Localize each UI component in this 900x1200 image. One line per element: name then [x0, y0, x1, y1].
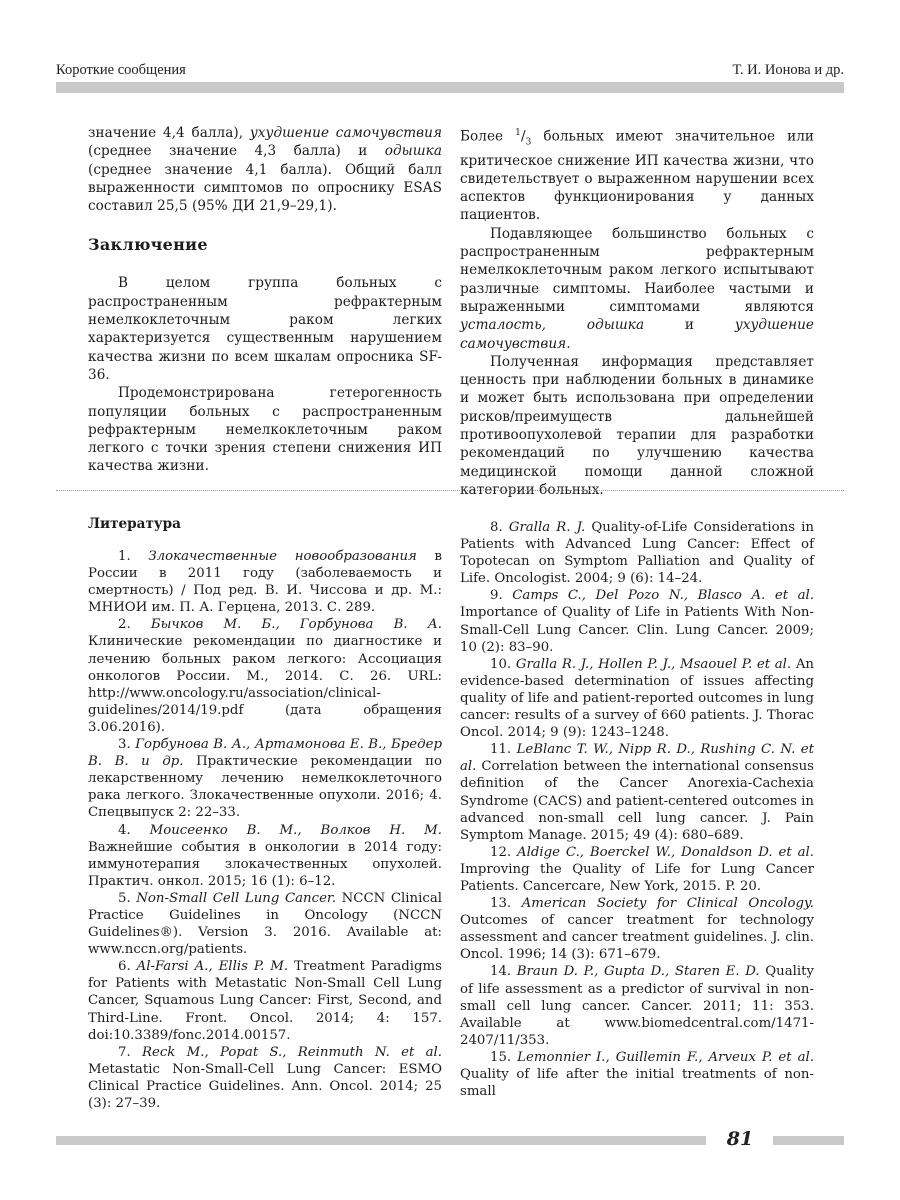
reference-details: Improving the Quality of Life for Lung Cancer Patients. Cancercare, New York, 2015. P. 20.: [460, 861, 814, 894]
references-list-right: [460, 519, 814, 1100]
reference-number: 11.: [490, 742, 517, 758]
reference-details: Correlation between the international consensus definition of the Cancer Anorexia-Cachexia Syndrome (CACS) and patient-centered outcomes in advanced non-small cell lung cancer. J. Pain Symptom Manage. 2015; 49 (4): 680–689.: [460, 759, 814, 843]
reference-authors: Gralla R. J.: [508, 520, 586, 535]
reference-item: [88, 548, 442, 616]
reference-details: Importance of Quality of Life in Patients With Non-Small-Cell Lung Cancer. Clin. Lung Cancer. 2009; 10 (2): 83–90.: [460, 605, 814, 655]
reference-number: 1.: [118, 549, 149, 564]
reference-number: 10.: [490, 656, 516, 672]
authors-short: Т. И. Ионова и др.: [732, 62, 844, 78]
reference-authors: American Society for Clinical Oncology.: [521, 896, 814, 912]
reference-authors: Злокачественные новообразования: [148, 549, 417, 564]
reference-item: [460, 656, 814, 741]
reference-authors: Non-Small Cell Lung Cancer.: [136, 890, 337, 906]
conclusion-heading: Заключение: [88, 235, 208, 255]
reference-authors: Бычков М. Б., Горбунова В. А.: [150, 617, 442, 633]
reference-number: 5.: [118, 890, 137, 906]
running-header: [56, 62, 844, 80]
reference-item: [460, 963, 814, 1048]
references-left-column: [88, 516, 442, 1112]
reference-number: 6.: [118, 959, 137, 975]
reference-details: Metastatic Non-Small-Cell Lung Cancer: ESMO Clinical Practice Guidelines. Ann. Oncol. 2014; 25 (3): 27–39.: [88, 1061, 442, 1111]
reference-authors: Aldige C., Boerckel W., Donaldson D. et al.: [517, 844, 814, 860]
upper-left-column: [88, 124, 442, 476]
reference-item: [460, 895, 814, 963]
reference-item: [460, 741, 814, 844]
reference-authors: Reck M., Popat S., Reinmuth N. et al.: [141, 1044, 443, 1060]
reference-number: 4.: [118, 822, 150, 838]
reference-item: [460, 844, 814, 895]
reference-item: [88, 736, 442, 821]
conclusion-paragraph-4: Подавляющее большинство больных с распространенным рефрактерным немелкоклеточным раком легкого испытывают различные симптомы. Наиболее частыми и выраженными симптомами являются усталость, одышка и ухудшение самочувствия.: [460, 225, 814, 352]
reference-number: 13.: [490, 896, 522, 912]
references-right-column: [460, 519, 814, 1100]
reference-details: в России в 2011 году (заболеваемость и смертность) / Под ред. В. И. Чиссова и др. М.: МНИОИ им. П. А. Герцена, 2013. С. 289.: [88, 549, 442, 616]
reference-item: [88, 822, 442, 890]
reference-item: [460, 1049, 814, 1100]
conclusion-paragraph-5: Полученная информация представляет ценность при наблюдении больных в динамике и может быть использована при определении рисков/преимуществ дальнейшей противоопухолевой терапии для разработки рекомендаций по улучшению качества медицинской помощи данной сложной категории больных.: [460, 353, 814, 498]
reference-details: NCCN Clinical Practice Guidelines in Oncology (NCCN Guidelines®). Version 3. 2016. Available at: www.nccn.org/patients.: [88, 890, 442, 958]
reference-number: 7.: [118, 1044, 142, 1060]
reference-item: [88, 958, 442, 1043]
reference-details: Outcomes of cancer treatment for technology assessment and cancer treatment guidelines. J. clin. Oncol. 1996; 14 (3): 671–679.: [460, 913, 814, 963]
paragraph-results-end: значение 4,4 балла), ухудшение самочувствия (среднее значение 4,3 балла) и одышка (среднее значение 4,1 балла). Общий балл выраженности симптомов по опроснику ESAS составил 25,5 (95% ДИ 21,9–29,1).: [88, 125, 442, 215]
reference-number: 15.: [490, 1049, 518, 1065]
reference-details: Практические рекомендации по лекарственному лечению немелкоклеточного рака легкого. Злокачественные опухоли. 2016; 4. Спецвыпуск 2: 22–33.: [88, 754, 442, 821]
reference-number: 12.: [490, 844, 518, 860]
footer-rule-right: [773, 1136, 844, 1145]
reference-authors: Моисеенко В. М., Волков Н. М.: [149, 822, 442, 838]
footer-rule-left: [56, 1136, 706, 1145]
upper-right-column: [460, 124, 814, 499]
reference-details: Клинические рекомендации по диагностике и лечению больных раком легкого: Ассоциация онкологов России. М., 2014. С. 26. URL: http://www.oncology.ru/association/clinical-guidelines/2014/19.pdf (дата обращения 3.06.2016).: [88, 634, 442, 735]
reference-number: 14.: [490, 964, 517, 980]
reference-number: 8.: [490, 520, 509, 535]
reference-item: [88, 616, 442, 736]
references-list-left: [88, 548, 442, 1112]
reference-item: [460, 587, 814, 655]
conclusion-paragraph-3: Более $^1/_3$ больных имеют значительное или критическое снижение ИП качества жизни, что свидетельствует о выраженном нарушении всех аспектов функционирования у данных пациентов.: [460, 128, 814, 224]
reference-item: [88, 890, 442, 958]
reference-authors: Gralla R. J., Hollen P. J., Msaouel P. et al.: [515, 656, 792, 672]
section-name: Короткие сообщения: [56, 62, 186, 78]
header-rule: [56, 82, 844, 93]
conclusion-paragraph-1: В целом группа больных с распространенным рефрактерным немелкоклеточным раком легких характеризуется существенным нарушением качества жизни по всем шкалам опросника SF-36.: [88, 275, 442, 383]
reference-authors: Lemonnier I., Guillemin F., Arveux P. et al.: [517, 1049, 815, 1065]
reference-item: [460, 519, 814, 587]
reference-number: 9.: [490, 588, 513, 604]
reference-details: Quality of life assessment as a predictor of survival in non-small cell lung cancer. Cancer. 2011; 11: 353. Available at www.biomedcentral.com/1471-2407/11/353.: [460, 964, 815, 1048]
reference-details: Quality-of-Life Considerations in Patients with Advanced Lung Cancer: Effect of Topotecan on Symptom Palliation and Quality of Life. Oncologist. 2004; 9 (6): 14–24.: [460, 520, 814, 587]
reference-authors: LeBlanc T. W., Nipp R. D., Rushing C. N. et al.: [460, 742, 815, 775]
reference-details: Quality of life after the initial treatments of non-small: [460, 1067, 814, 1100]
reference-number: 3.: [118, 737, 136, 753]
references-title: Литература: [88, 516, 181, 532]
reference-authors: Braun D. P., Gupta D., Staren E. D.: [516, 964, 760, 980]
reference-item: [88, 1044, 442, 1112]
section-separator: [56, 490, 844, 491]
reference-details: Treatment Paradigms for Patients with Metastatic Non-Small Cell Lung Cancer, Squamous Lung Cancer: First, Second, and Third-Line. Front. Oncol. 2014; 4: 157. doi:10.3389/fonc.2014.00157.: [88, 959, 442, 1043]
reference-authors: Camps C., Del Pozo N., Blasco A. et al.: [512, 588, 814, 604]
reference-number: 2.: [118, 617, 151, 633]
reference-authors: Горбунова В. А., Артамонова Е. В., Бредер В. В. и др.: [88, 737, 442, 770]
page-number: 81: [726, 1128, 754, 1150]
reference-details: An evidence-based determination of issues affecting quality of life and patient-reported outcomes in lung cancer: results of a survey of 660 patients. J. Thorac Oncol. 2014; 9 (9): 1243–1248.: [460, 656, 814, 741]
reference-authors: Al-Farsi A., Ellis P. M.: [136, 959, 289, 975]
conclusion-paragraph-2: Продемонстрирована гетерогенность популяции больных с распространенным рефрактерным немелкоклеточным раком легкого с точки зрения степени снижения ИП качества жизни.: [88, 385, 442, 475]
reference-details: Важнейшие события в онкологии в 2014 году: иммунотерапия злокачественных опухолей. Практич. онкол. 2015; 16 (1): 6–12.: [88, 839, 442, 889]
